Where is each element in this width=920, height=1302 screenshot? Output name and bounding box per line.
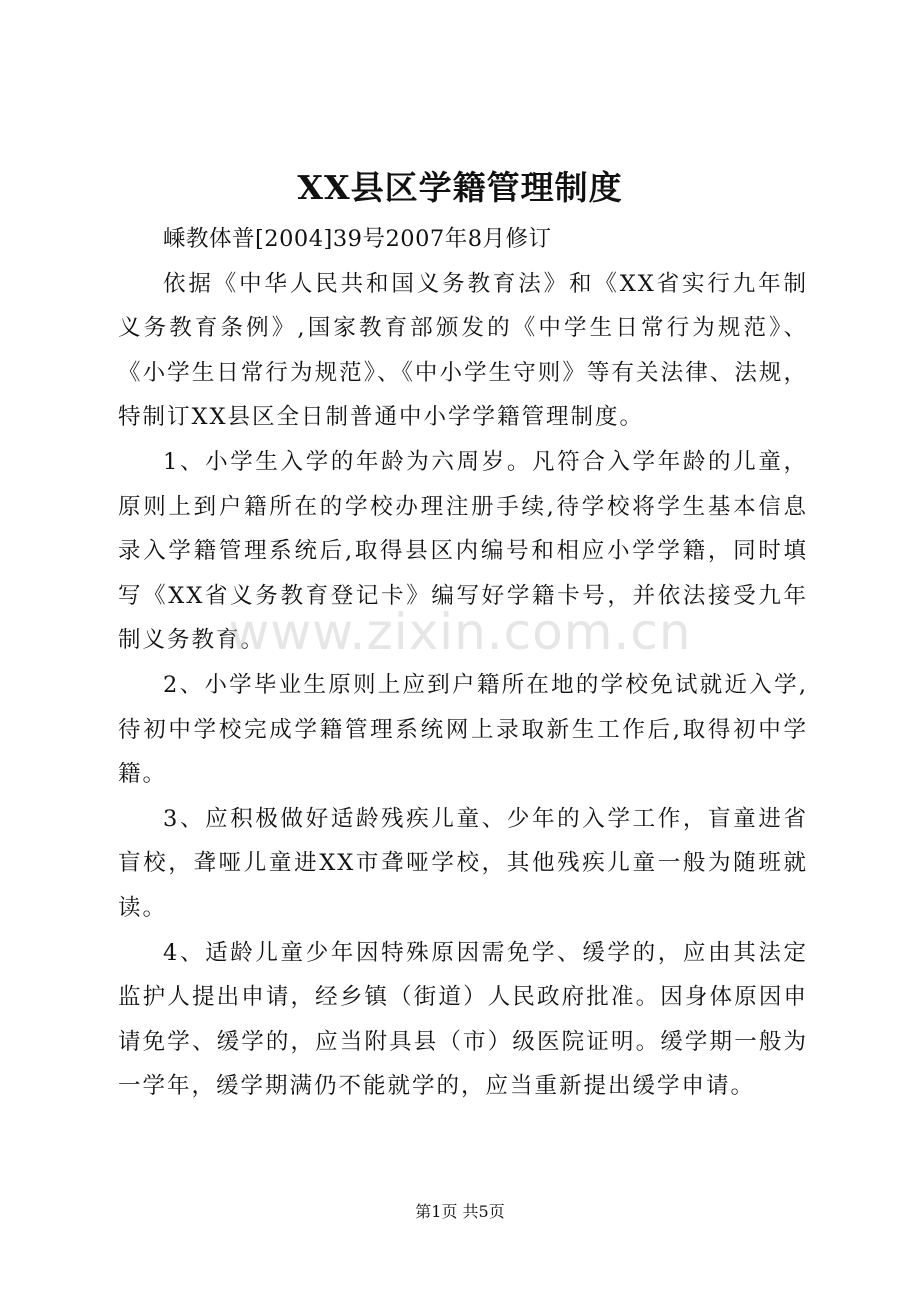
page-footer: 第1页 共5页 — [415, 1202, 505, 1221]
paragraph-item-3: 3、应积极做好适龄残疾儿童、少年的入学工作，盲童进省盲校，聋哑儿童进XX市聋哑学校，其他残疾儿童一般为随班就读。 — [118, 805, 808, 921]
paragraph-item-2: 2、小学毕业生原则上应到户籍所在地的学校免试就近入学,待初中学校完成学籍管理系统网上录取新生工作后,取得初中学籍。 — [118, 671, 808, 788]
document-body — [118, 217, 808, 1109]
watermark: www.zixin.com.cn — [228, 603, 692, 661]
paragraph-item-1: 1、小学生入学的年龄为六周岁。凡符合入学年龄的儿童，原则上到户籍所在的学校办理注册手续,待学校将学生基本信息录入学籍管理系统后,取得县区内编号和相应小学学籍，同时填写《XX省义务教育登记卡》编写好学籍卡号，并依法接受九年制义务教育。 — [118, 448, 808, 654]
paragraph-item-4: 4、适龄儿童少年因特殊原因需免学、缓学的，应由其法定监护人提出申请，经乡镇（街道）人民政府批准。因身体原因申请免学、缓学的，应当附具县（市）级医院证明。缓学期一般为一学年，缓学期满仍不能就学的，应当重新提出缓学申请。 — [118, 939, 808, 1100]
document-subtitle: 嵊教体普[2004]39号2007年8月修订 — [163, 226, 552, 252]
document-title: XX县区学籍管理制度 — [297, 168, 623, 207]
paragraph-intro: 依据《中华人民共和国义务教育法》和《XX省实行九年制义务教育条例》,国家教育部颁发的《中学生日常行为规范》、《小学生日常行为规范》、《中小学生守则》等有关法律、法规，特制订XX县区全日制普通中小学学籍管理制度。 — [118, 270, 808, 431]
